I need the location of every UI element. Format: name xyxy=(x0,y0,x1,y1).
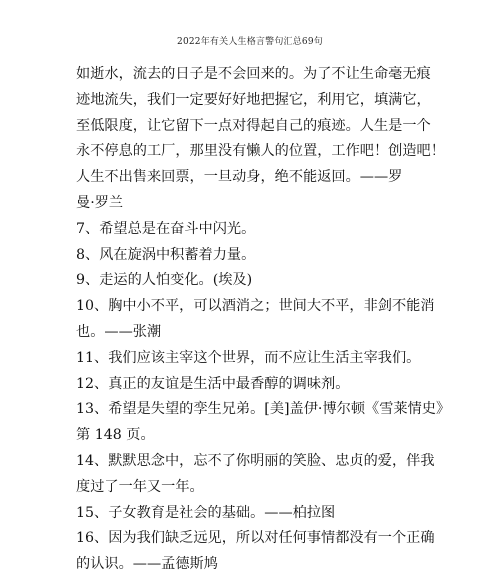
text-line: 迹地流失，我们一定要好好地把握它，利用它，填满它， xyxy=(76,91,431,108)
quote-item-10: 10、胸中小不平，可以酒消之；世间大不平，非剑不能消 xyxy=(76,298,435,315)
quote-item-16: 16、因为我们缺乏远见，所以对任何事情都没有一个正确 xyxy=(76,530,435,547)
quote-item-12: 12、真正的友谊是生活中最香醇的调味剂。 xyxy=(76,375,350,392)
text-line: 第 148 页。 xyxy=(76,427,155,444)
document-body xyxy=(76,62,451,573)
text-line: 度过了一年又一年。 xyxy=(76,478,204,495)
quote-item-8: 8、风在旋涡中积蓄着力量。 xyxy=(76,246,256,263)
text-line: 人生不出售来回票，一旦动身，绝不能返回。——罗 xyxy=(76,169,403,186)
quote-item-9: 9、走运的人怕变化。(埃及) xyxy=(76,272,253,289)
text-line-cut-off: 的认识。——孟德斯鸠 xyxy=(76,556,218,573)
text-line: 也。——张潮 xyxy=(76,323,162,340)
quote-item-11: 11、我们应该主宰这个世界，而不应让生活主宰我们。 xyxy=(76,349,421,366)
quote-item-13: 13、希望是失望的孪生兄弟。[美]盖伊·博尔顿《雪莱情史》 xyxy=(76,401,451,418)
page-header: 2022年有关人生格言警句汇总69句 xyxy=(177,37,323,47)
text-line: 永不停息的工厂，那里没有懒人的位置，工作吧！创造吧！ xyxy=(76,143,445,160)
quote-item-14: 14、默默思念中，忘不了你明丽的笑脸、忠贞的爱，伴我 xyxy=(76,452,435,469)
text-line: 曼·罗兰 xyxy=(76,194,124,211)
quote-item-7: 7、希望总是在奋斗中闪光。 xyxy=(76,220,256,237)
text-line: 至低限度，让它留下一点对得起自己的痕迹。人生是一个 xyxy=(76,117,431,134)
text-line: 如逝水，流去的日子是不会回来的。为了不让生命毫无痕 xyxy=(76,66,431,82)
quote-item-15: 15、子女教育是社会的基础。——柏拉图 xyxy=(76,504,336,521)
